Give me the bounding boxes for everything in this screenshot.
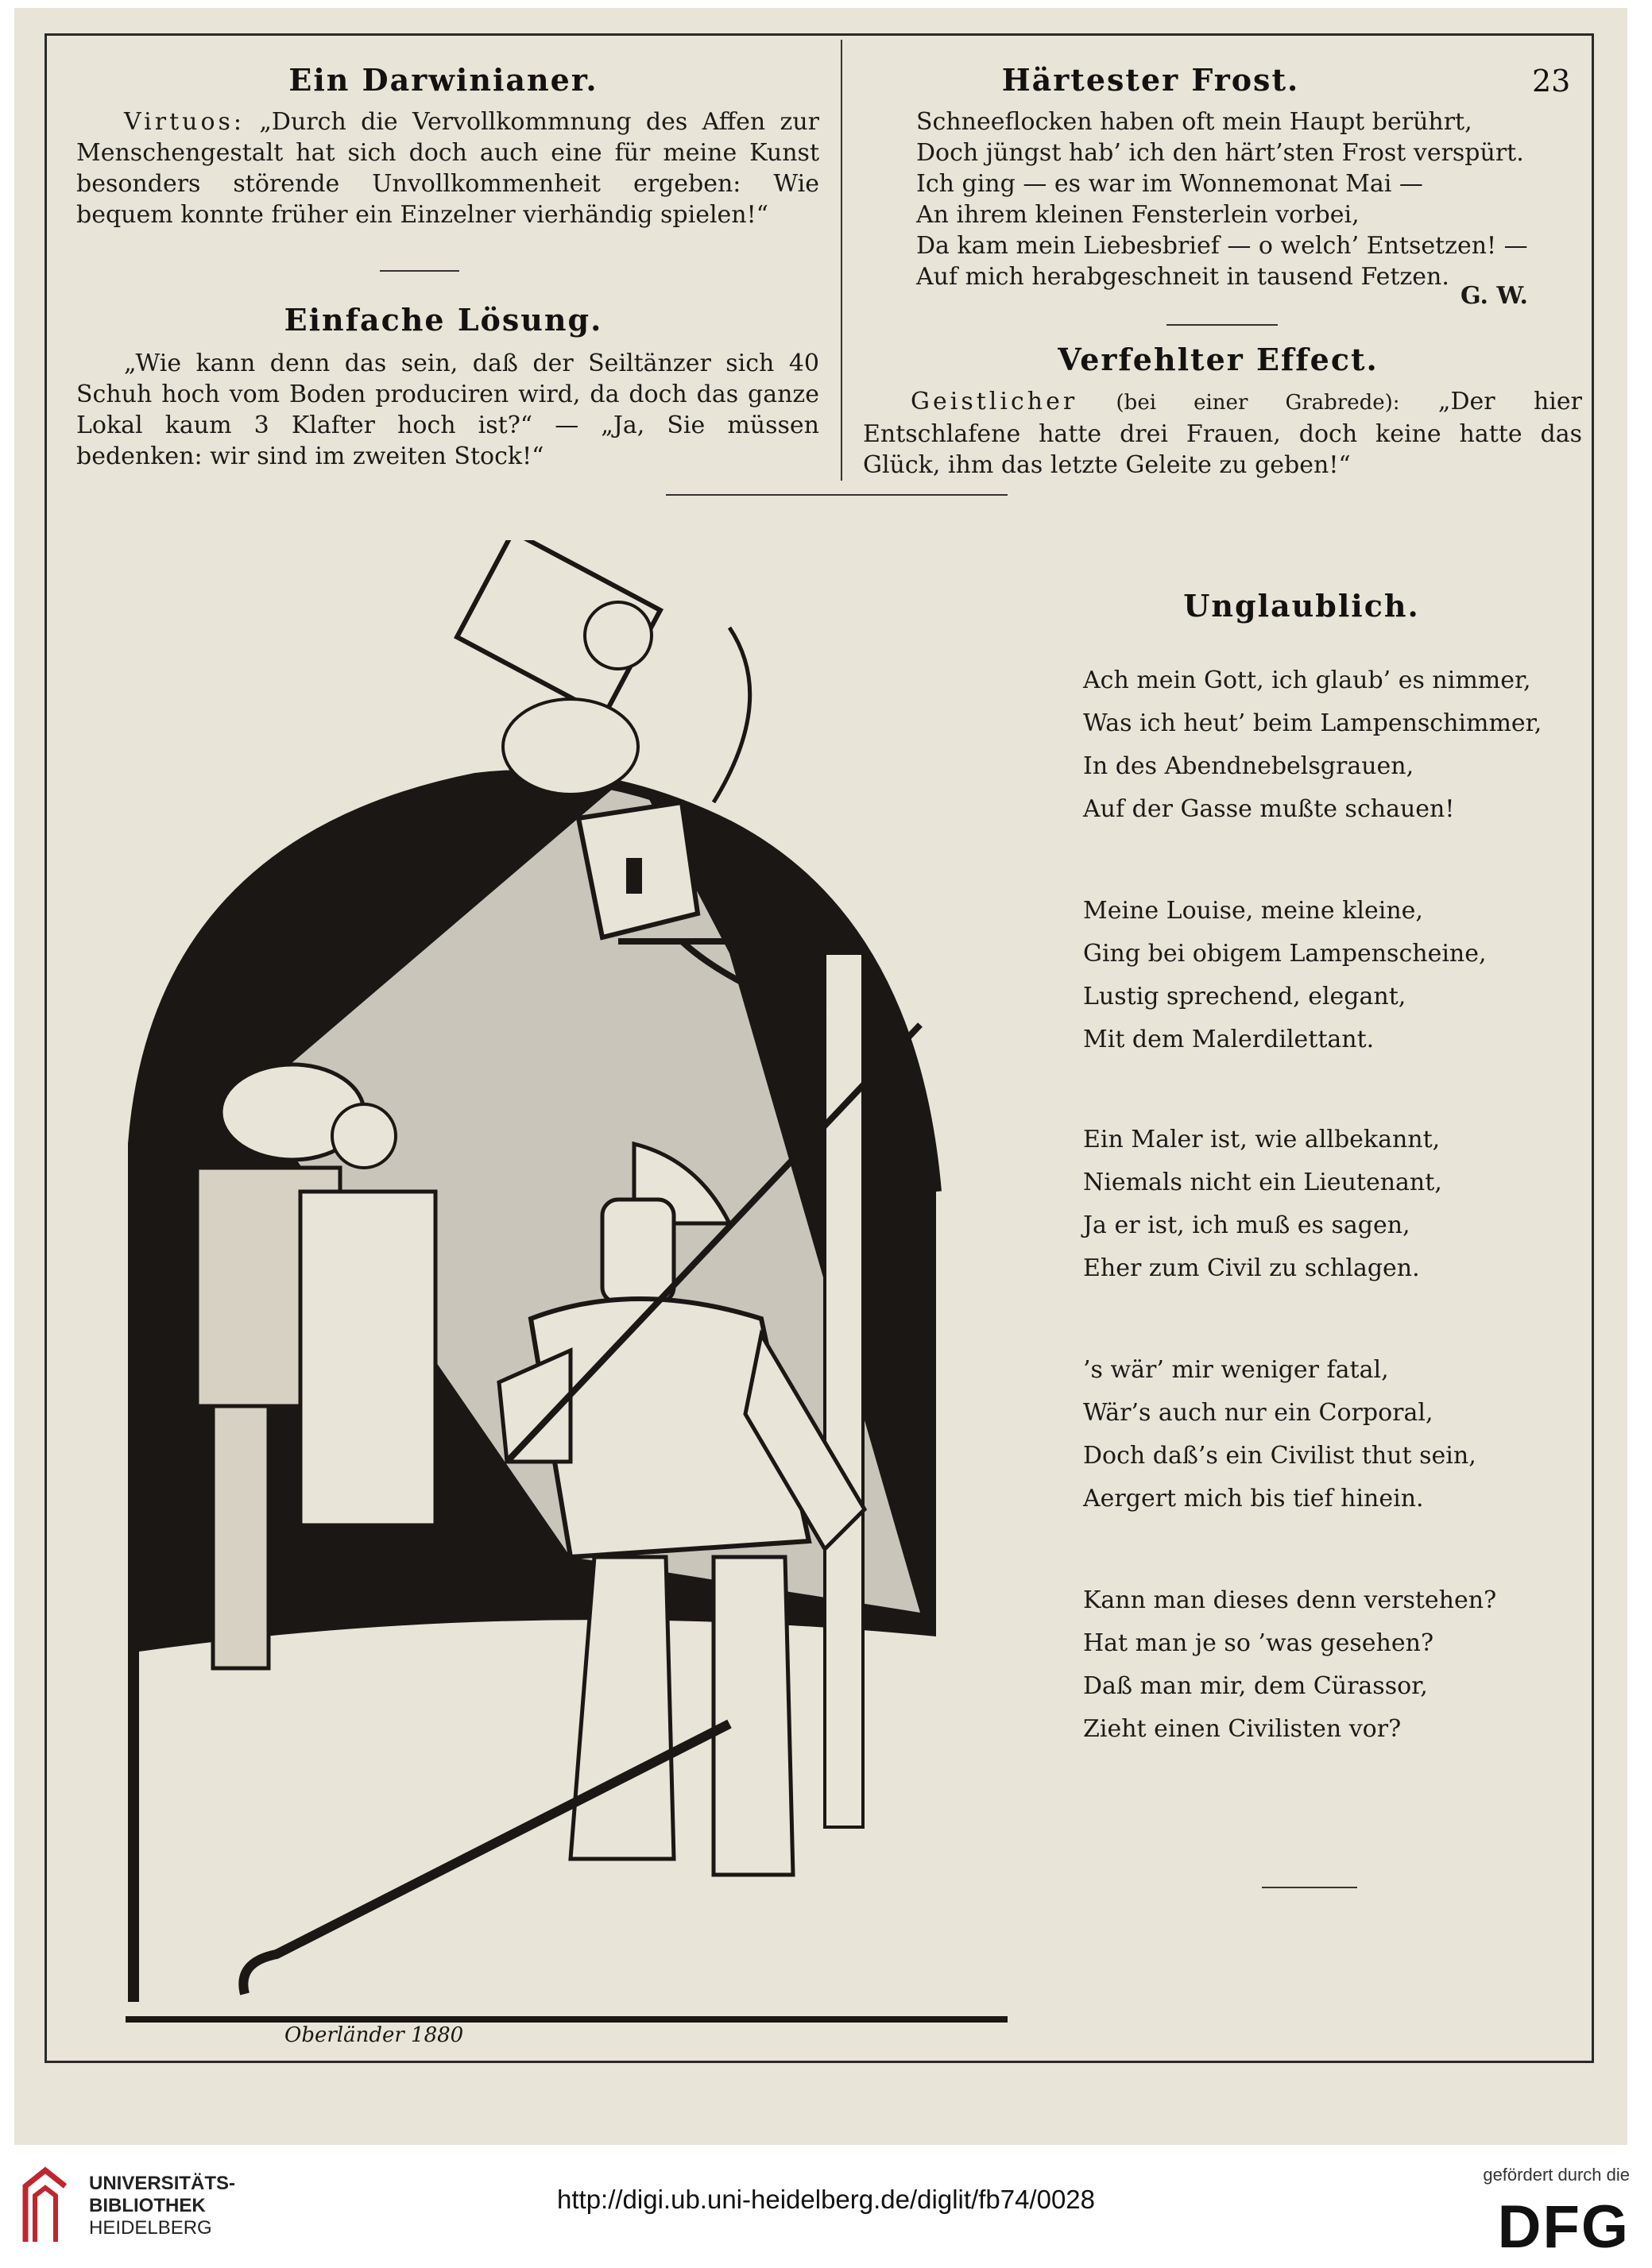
- poem-frost: [916, 106, 1584, 292]
- section-divider: [666, 494, 1008, 496]
- poem-line: Was ich heut’ beim Lampenschimmer,: [1083, 709, 1542, 737]
- poem-line: Wär’s auch nur ein Corporal,: [1083, 1399, 1433, 1427]
- poem-line: Ein Maler ist, wie allbekannt,: [1083, 1126, 1441, 1153]
- stanza-4: [1083, 1349, 1476, 1520]
- poem-line: Meine Louise, meine kleine,: [1083, 897, 1423, 925]
- poem-line: Da kam mein Liebesbrief — o welch’ Entsetzen! —: [916, 232, 1528, 260]
- institution-line: HEIDELBERG: [89, 2217, 212, 2239]
- stanza-5: [1083, 1579, 1496, 1751]
- quote-darwinianer: „Durch die Vervollkommnung des Affen zur Menschengestalt hat sich doch auch eine für meine Kunst besonders störende Unvollkommenheit ergeben: Wie bequem konnte früher ein Einzelner vierhändig spielen!“: [76, 108, 819, 229]
- poem-line: Mit dem Malerdilettant.: [1083, 1026, 1375, 1053]
- poem-line: Hat man je so ’was gesehen?: [1083, 1629, 1434, 1657]
- author-gw: G. W.: [1460, 282, 1528, 310]
- source-url-link[interactable]: http://digi.ub.uni-heidelberg.de/diglit/fb74/0028: [557, 2185, 1095, 2214]
- speaker-virtuos: Virtuos:: [124, 108, 246, 136]
- poem-line: Aergert mich bis tief hinein.: [1083, 1485, 1424, 1513]
- separator: [1262, 1887, 1357, 1888]
- poem-line: Schneeflocken haben oft mein Haupt berührt,: [916, 108, 1472, 136]
- artist-signature: Oberländer 1880: [284, 2023, 464, 2046]
- speaker-geistlicher: Geistlicher: [911, 388, 1078, 415]
- poem-line: Ging bei obigem Lampenscheine,: [1083, 940, 1487, 968]
- institution-line: UNIVERSITÄTS-: [89, 2173, 236, 2194]
- poem-line: Zieht einen Civilisten vor?: [1083, 1715, 1402, 1743]
- poem-line: Doch daß’s ein Civilist thut sein,: [1083, 1442, 1476, 1470]
- text-effect: [863, 386, 1582, 481]
- page-number: 23: [1532, 64, 1571, 99]
- heading-darwinianer: Ein Darwinianer.: [288, 62, 598, 98]
- stanza-1: [1083, 659, 1542, 831]
- institution-line: BIBLIOTHEK: [89, 2195, 206, 2216]
- funded-by-label: gefördert durch die: [1483, 2165, 1630, 2185]
- separator: [1166, 324, 1278, 326]
- stanza-2: [1083, 890, 1487, 1061]
- heading-effect: Verfehlter Effect.: [1058, 342, 1379, 377]
- quote-effect: „Der hier Entschlafene hatte drei Frauen, doch keine hatte das Glück, ihm das letzte Geleite zu geben!“: [863, 388, 1582, 479]
- poem-line: Daß man mir, dem Cürassor,: [1083, 1672, 1428, 1700]
- illustration-cuirassier-and-couple: [126, 540, 1008, 2046]
- heading-loesung: Einfache Lösung.: [284, 302, 603, 338]
- scanned-page: [14, 8, 1627, 2145]
- stanza-3: [1083, 1119, 1442, 1290]
- text-darwinianer: [76, 106, 819, 230]
- text-loesung: „Wie kann denn das sein, daß der Seiltänzer sich 40 Schuh hoch vom Boden produciren wird, da doch das ganze Lokal kaum 3 Klafter hoch ist?“ — „Ja, Sie müssen bedenken: wir sind im zweiten Stock!“: [76, 350, 819, 470]
- poem-line: Eher zum Civil zu schlagen.: [1083, 1254, 1420, 1282]
- poem-line: Lustig sprechend, elegant,: [1083, 983, 1406, 1010]
- poem-line: Doch jüngst hab’ ich den härt’sten Frost verspürt.: [916, 139, 1524, 167]
- separator: [380, 270, 459, 272]
- poem-line: Niemals nicht ein Lieutenant,: [1083, 1169, 1442, 1196]
- poem-line: Ja er ist, ich muß es sagen,: [1083, 1211, 1410, 1239]
- column-divider: [841, 40, 842, 481]
- poem-line: ’s wär’ mir weniger fatal,: [1083, 1356, 1389, 1384]
- heading-frost: Härtester Frost.: [1001, 62, 1300, 98]
- poem-line: Kann man dieses denn verstehen?: [1083, 1586, 1497, 1614]
- heading-unglaublich: Unglaublich.: [1183, 588, 1420, 624]
- dfg-logo: DFG: [1497, 2193, 1630, 2261]
- context-grabrede: (bei einer Grabrede):: [1116, 391, 1400, 415]
- poem-line: Auf der Gasse mußte schauen!: [1083, 795, 1455, 823]
- poem-line: In des Abendnebelsgrauen,: [1083, 752, 1414, 780]
- poem-line: Ich ging — es war im Wonnemonat Mai —: [916, 170, 1423, 198]
- poem-line: An ihrem kleinen Fensterlein vorbei,: [916, 201, 1360, 229]
- poem-line: Auf mich herabgeschneit in tausend Fetzen.: [916, 263, 1449, 291]
- poem-line: Ach mein Gott, ich glaub’ es nimmer,: [1083, 666, 1531, 694]
